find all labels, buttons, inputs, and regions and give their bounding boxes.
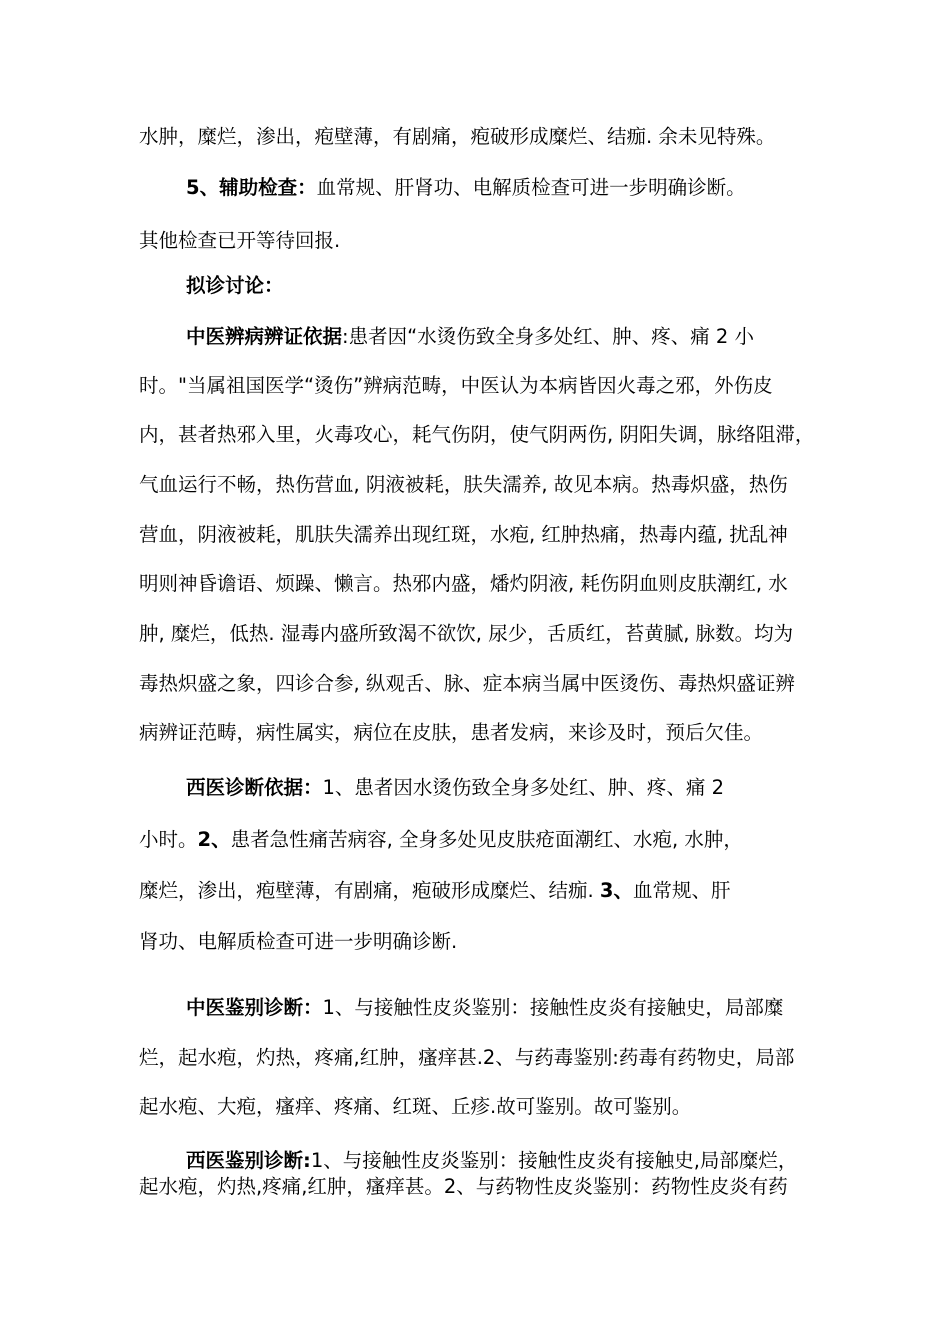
text-line <box>139 422 814 448</box>
text-line <box>139 124 775 150</box>
section-heading: 5、辅助检查： <box>186 176 317 199</box>
text-segment: 血常规、肝肾功、电解质检查可进一步明确诊断。 <box>316 176 746 199</box>
text-segment: 1、与接触性皮炎鉴别：接触性皮炎有接触史,局部糜烂， <box>310 1149 798 1172</box>
section-heading: 中医辨病辨证依据 <box>186 325 343 348</box>
text-line <box>139 571 788 597</box>
text-line <box>139 522 788 548</box>
text-segment: 糜烂，渗出，疱壁薄，有剧痛，疱破形成糜烂、结痂. <box>139 879 600 902</box>
text-segment: 明则神昏谵语、烦躁、懒言。热邪内盛，燔灼阴液, 耗伤阴血则皮肤潮红, 水 <box>139 572 788 595</box>
text-line <box>139 472 788 498</box>
text-segment: 血常规、肝 <box>632 879 731 902</box>
text-segment: 小时。 <box>139 828 198 851</box>
text-line <box>186 273 284 299</box>
text-line <box>139 228 340 254</box>
text-segment: 营血，阴液被耗，肌肤失濡养出现红斑，水疱, 红肿热痛，热毒内蕴, 扰乱神 <box>139 523 788 546</box>
text-line <box>139 621 793 647</box>
text-line <box>186 1148 797 1174</box>
text-line <box>139 1094 691 1120</box>
text-line <box>139 1045 794 1071</box>
text-segment: 气血运行不畅，热伤营血, 阴液被耗，肤失濡养, 故见本病。热毒炽盛，热伤 <box>139 473 788 496</box>
text-segment: 肿, 糜烂，低热. 湿毒内盛所致渴不欲饮, 尿少，舌质红，苔黄腻, 脉数。均为 <box>139 622 794 645</box>
text-segment: 毒热炽盛之象，四诊合参, 纵观舌、脉、症本病当属中医烫伤、毒热炽盛证辨 <box>139 672 795 695</box>
text-segment: 烂，起水疱，灼热，疼痛,红肿，瘙痒甚.2、与药毒鉴别:药毒有药物史，局部 <box>139 1046 795 1069</box>
text-line <box>139 929 457 955</box>
text-segment: 肾功、电解质检查可进一步明确诊断. <box>139 930 458 953</box>
text-line <box>186 175 746 201</box>
text-segment: 起水疱，灼热,疼痛,红肿，瘙痒甚。2、与药物性皮炎鉴别：药物性皮炎有药 <box>139 1175 788 1198</box>
text-line <box>139 373 773 399</box>
list-number: 2、 <box>197 828 231 851</box>
text-segment: 水肿，糜烂，渗出，疱壁薄，有剧痛，疱破形成糜烂、结痂. 余未见特殊。 <box>139 125 776 148</box>
text-segment: 内，甚者热邪入里，火毒攻心，耗气伤阴，使气阴两伤, 阴阳失调，脉络阻滞， <box>139 423 815 446</box>
text-line <box>139 827 743 853</box>
section-heading: 中医鉴别诊断： <box>186 996 323 1019</box>
text-segment: 1、患者因水烫伤致全身多处红、肿、疼、痛 2 <box>322 776 725 799</box>
text-line <box>186 324 754 350</box>
text-line <box>139 671 795 697</box>
text-segment: 起水疱、大疱，瘙痒、疼痛、红斑、丘疹.故可鉴别。故可鉴别。 <box>139 1095 692 1118</box>
section-heading: 西医鉴别诊断: <box>186 1149 311 1172</box>
text-segment: 1、与接触性皮炎鉴别：接触性皮炎有接触史，局部糜 <box>322 996 784 1019</box>
text-segment: :患者因“水烫伤致全身多处红、肿、疼、痛 2 小 <box>342 325 754 348</box>
list-number: 3、 <box>599 879 633 902</box>
text-line <box>186 995 783 1021</box>
text-line <box>186 775 724 801</box>
text-segment: 患者急性痛苦病容, 全身多处见皮肤疮面潮红、水疱, 水肿， <box>230 828 743 851</box>
section-heading: 西医诊断依据： <box>186 776 323 799</box>
text-line <box>139 878 731 904</box>
text-line <box>139 720 763 746</box>
text-segment: 病辨证范畴，病性属实，病位在皮肤，患者发病，来诊及时，预后欠佳。 <box>139 721 764 744</box>
section-heading: 拟诊讨论： <box>186 274 284 297</box>
text-segment: 其他检查已开等待回报. <box>139 229 341 252</box>
text-line <box>139 1174 788 1200</box>
text-segment: 时。"当属祖国医学“烫伤”辨病范畴，中医认为本病皆因火毒之邪，外伤皮 <box>139 374 773 397</box>
